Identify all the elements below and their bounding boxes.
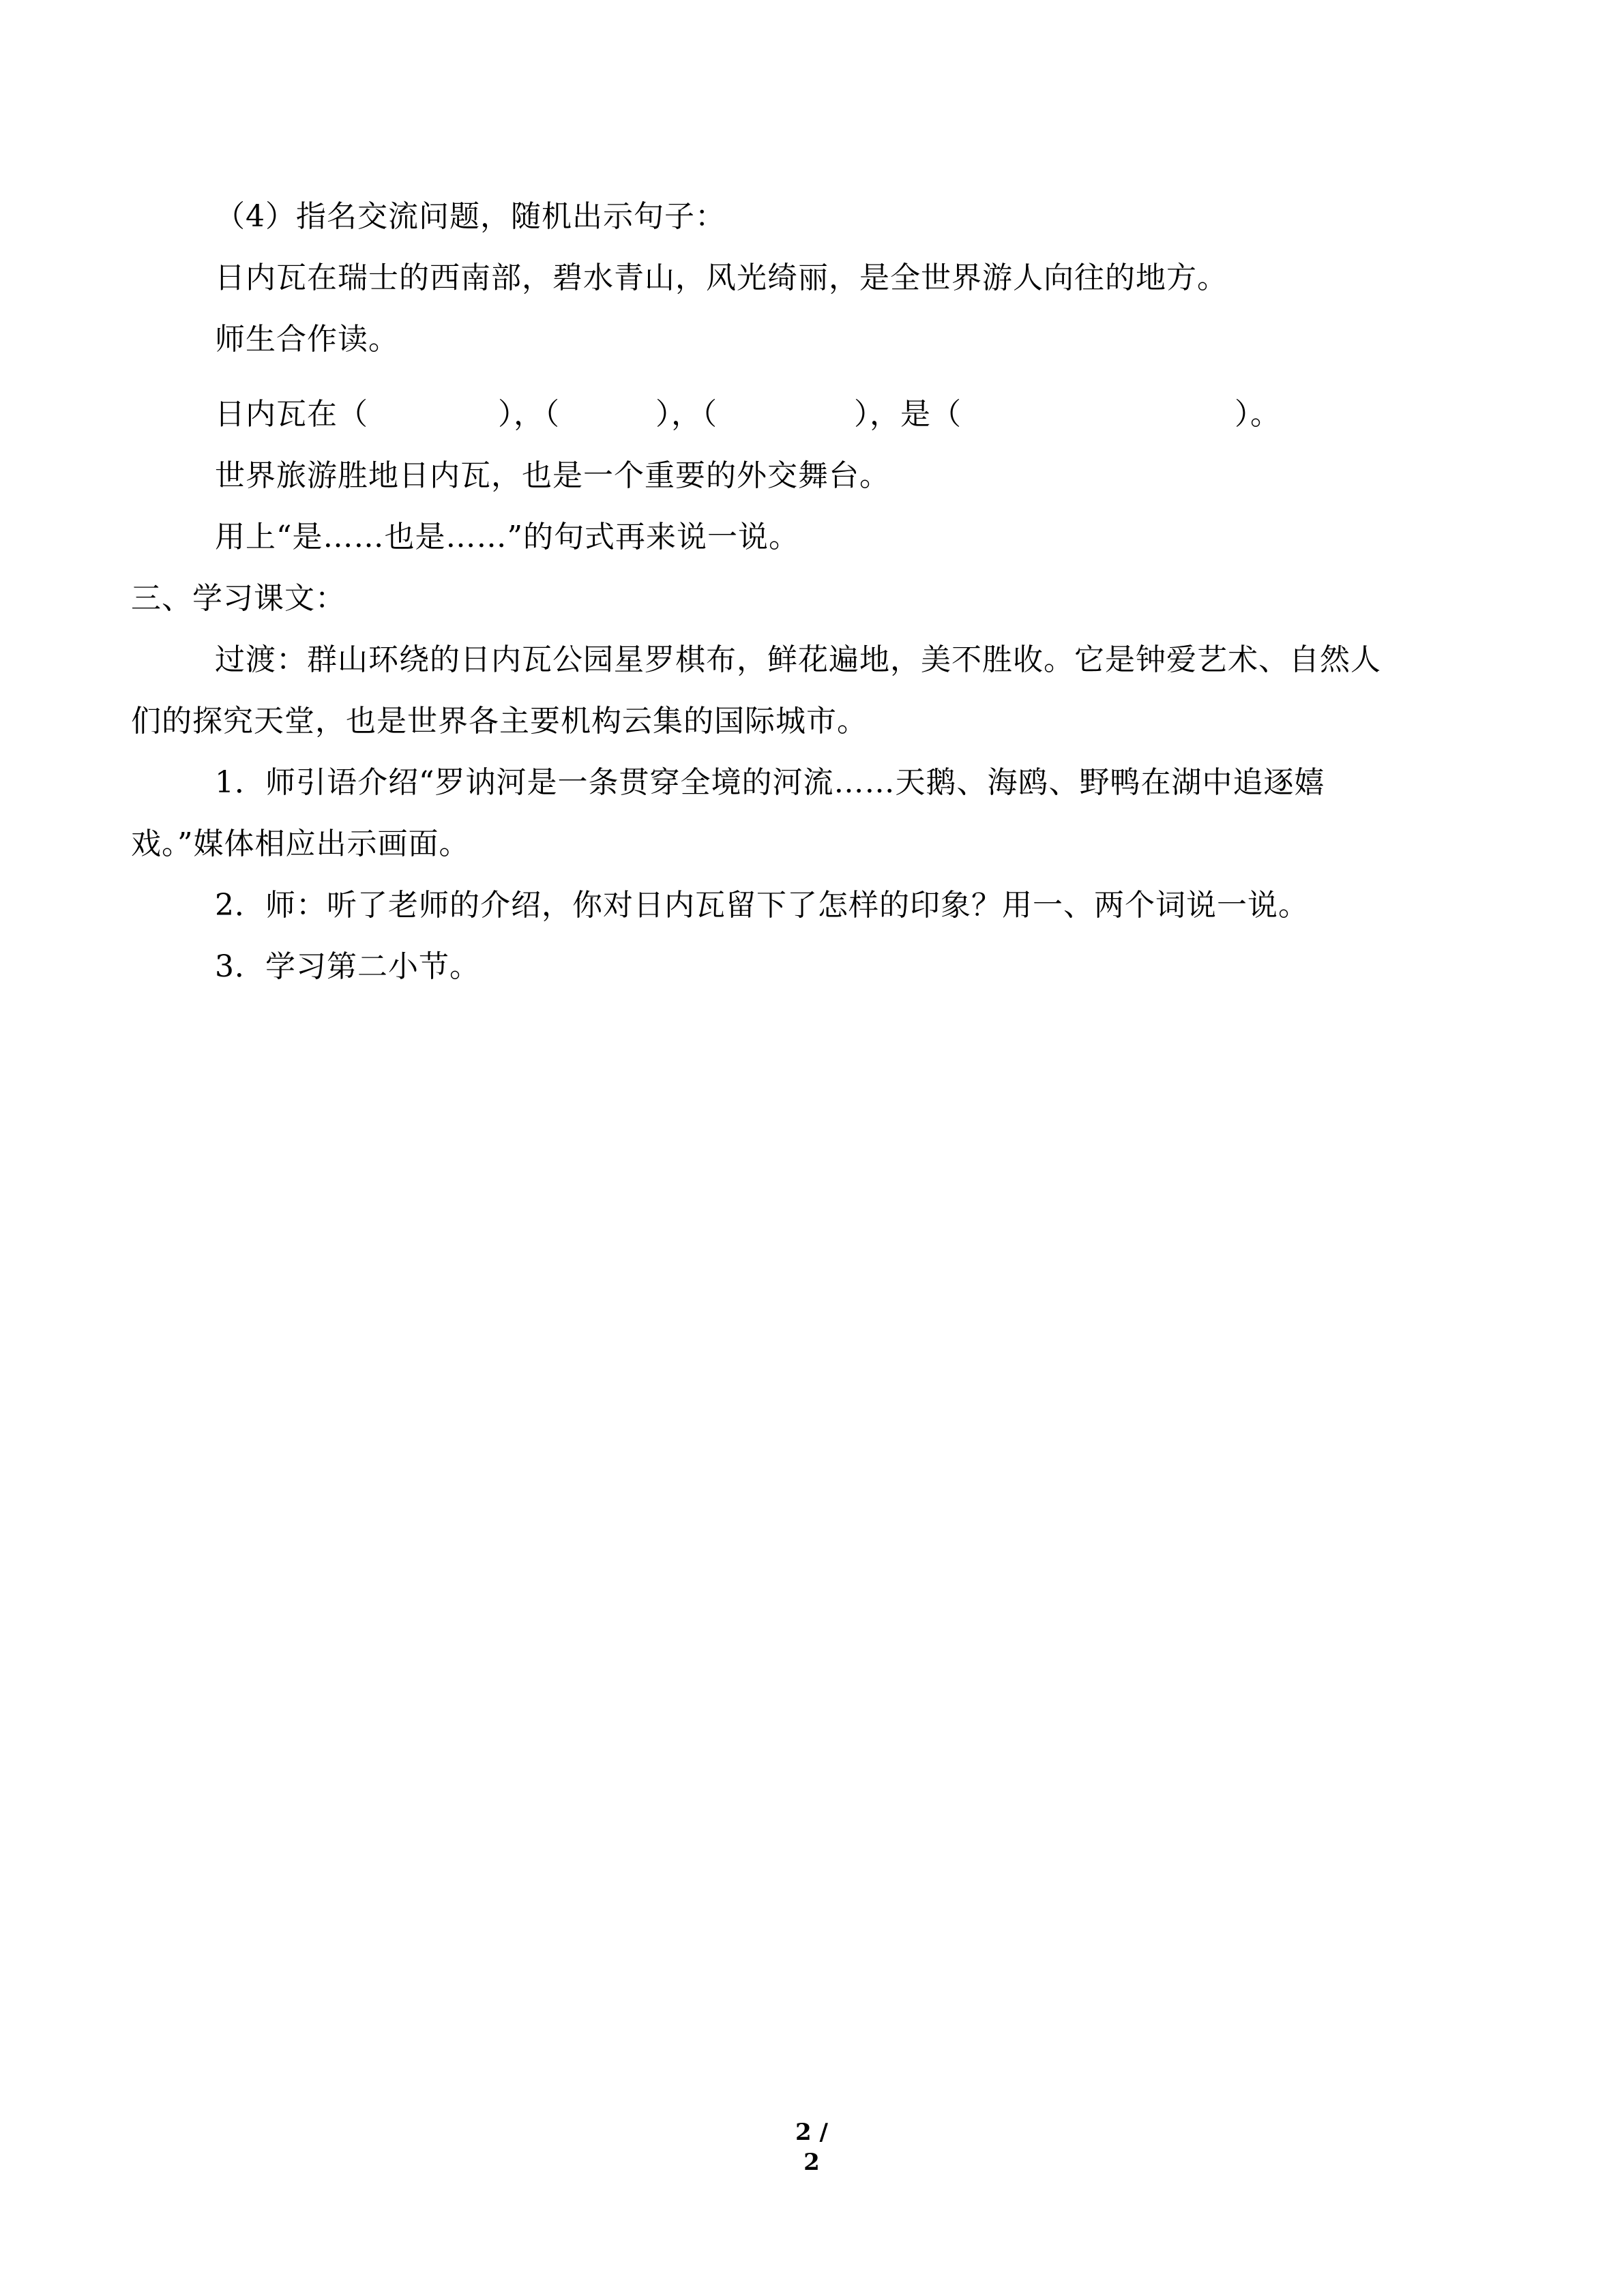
paragraph-sentence-pattern: 用上“是……也是……”的句式再来说一说。 xyxy=(215,520,799,554)
fill-text-part-2: ），（ xyxy=(498,397,560,432)
paragraph-transition: 过渡：群山环绕的日内瓦公园星罗棋布，鲜花遍地，美不胜收。它是钟爱艺术、自然人 xyxy=(215,642,1381,677)
fill-blank-1 xyxy=(368,423,498,424)
fill-text-part-5: ）。 xyxy=(1235,397,1281,432)
paragraph-diplomacy-stage: 世界旅游胜地日内瓦，也是一个重要的外交舞台。 xyxy=(215,458,890,493)
list-item-1: 1．师引语介绍“罗讷河是一条贯穿全境的河流……天鹅、海鸥、野鸭在湖中追逐嬉 xyxy=(215,765,1325,800)
list-item-2: 2．师：听了老师的介绍，你对日内瓦留下了怎样的印象？用一、两个词说一说。 xyxy=(215,888,1309,923)
page-number: 2 / 2 xyxy=(795,2119,828,2176)
fill-text-part-3: ），（ xyxy=(655,397,718,432)
fill-text-part-1: 日内瓦在（ xyxy=(215,397,368,432)
section-heading-study-text: 三、学习课文： xyxy=(131,581,346,616)
fill-blank-3 xyxy=(718,423,854,424)
paragraph-transition-continued: 们的探究天堂，也是世界各主要机构云集的国际城市。 xyxy=(131,704,868,739)
fill-blank-2 xyxy=(560,423,655,424)
list-item-3: 3．学习第二小节。 xyxy=(215,949,480,984)
fill-text-part-4: ），是（ xyxy=(854,397,962,432)
fill-blank-4 xyxy=(962,423,1235,424)
paragraph-step-4: （4）指名交流问题，随机出示句子： xyxy=(215,199,726,234)
list-item-1-continued: 戏。”媒体相应出示画面。 xyxy=(131,826,470,861)
paragraph-example-sentence: 日内瓦在瑞士的西南部，碧水青山，风光绮丽，是全世界游人向往的地方。 xyxy=(215,260,1228,295)
paragraph-cooperative-reading: 师生合作读。 xyxy=(215,322,399,357)
paragraph-fill-in-blanks xyxy=(215,394,1281,435)
